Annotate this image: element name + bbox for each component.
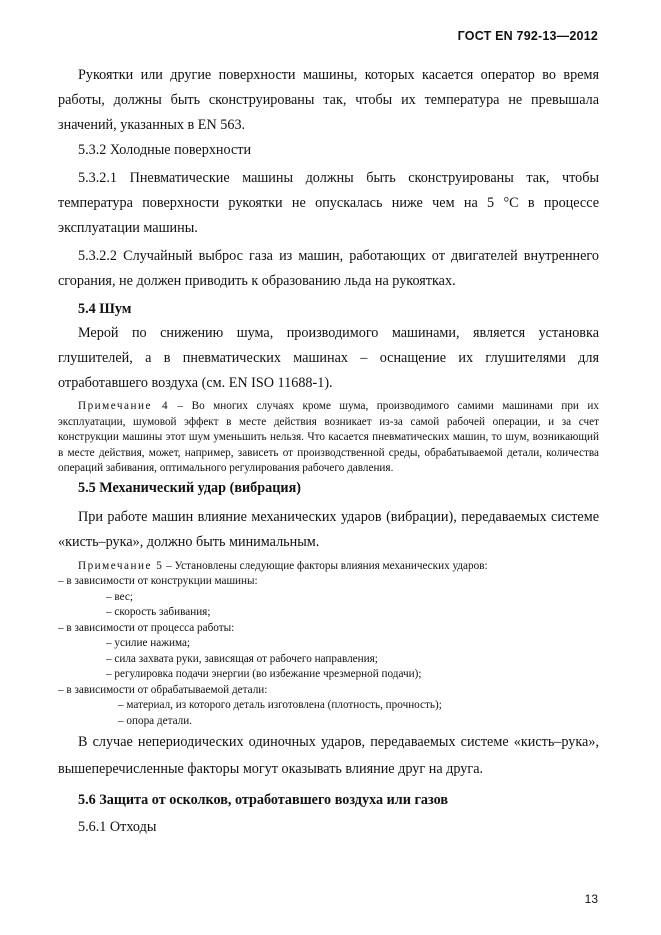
paragraph-5-5: При работе машин влияние механических ударов (вибрации), передаваемых системе «кисть–рука», должно быть минимальным. (58, 508, 599, 550)
paragraph-non-periodic-impacts: В случае непериодических одиночных ударов, передаваемых системе «кисть–рука», вышеперечисленные факторы могут оказывать влияние друг на друга. (58, 734, 599, 777)
note-5-label: Примечание 5 (78, 559, 164, 572)
note-4-text: – Во многих случаях кроме шума, производимого самими машинами при их эксплуатации, шумовой эффект в месте действия возникает из-за самой рабочей операции, и за счет конструкции машины этот шум уменьшить нельзя. Что касается пневматических машин, то шум, возникающий в месте действия, может, например, зависеть от производственной среды, обрабатываемой детали, количества операций забивания, оптимального регулирования рабочего давления. (58, 400, 599, 474)
section-heading-5-5: 5.5 Механический удар (вибрация) (78, 479, 301, 496)
note-5-text: – Установлены следующие факторы влияния механических ударов: (163, 559, 488, 572)
page-content (58, 63, 599, 843)
subsection-heading-5-6-1: 5.6.1 Отходы (78, 819, 157, 835)
document-header: ГОСТ EN 792-13—2012 (457, 29, 598, 43)
list-item: – опора детали. (118, 714, 193, 727)
list-item: – в зависимости от конструкции машины: (58, 575, 258, 587)
list-item: – сила захвата руки, зависящая от рабочего направления; (106, 652, 378, 665)
list-item: – усилие нажима; (106, 637, 191, 649)
note-4 (58, 399, 599, 477)
section-heading-5-4: 5.4 Шум (78, 301, 132, 317)
note-5 (58, 559, 599, 575)
paragraph-hot-surfaces: Рукоятки или другие поверхности машины, которых касается оператор во время работы, должны быть сконструированы так, чтобы их температура не превышала значений, указанных в EN 563. (58, 67, 599, 133)
paragraph-5-3-2-1: 5.3.2.1 Пневматические машины должны быть сконструированы так, чтобы температура поверхности рукоятки не опускалась ниже чем на 5 °С в процессе эксплуатации машины. (58, 170, 599, 236)
section-heading-5-6: 5.6 Защита от осколков, отработавшего воздуха или газов (78, 792, 449, 808)
subsection-heading-5-3-2: 5.3.2 Холодные поверхности (78, 142, 252, 158)
note-4-label: Примечание 4 (78, 400, 170, 412)
paragraph-5-4: Мерой по снижению шума, производимого машинами, является установка глушителей, а в пневматических машинах – оснащение их глушителями для отработавшего воздуха (см. EN ISO 11688-1). (58, 325, 599, 391)
list-item: – скорость забивания; (106, 606, 211, 618)
list-item: – в зависимости от процесса работы: (58, 621, 235, 634)
list-item: – регулировка подачи энергии (во избежание чрезмерной подачи); (106, 668, 422, 680)
list-item: – в зависимости от обрабатываемой детали: (58, 683, 268, 696)
page-number: 13 (584, 892, 598, 906)
list-item: – вес; (106, 590, 133, 603)
impact-factors-list (58, 574, 599, 729)
list-item: – материал, из которого деталь изготовлена (плотность, прочность); (118, 699, 442, 711)
paragraph-5-3-2-2: 5.3.2.2 Случайный выброс газа из машин, работающих от двигателей внутреннего сгорания, не должен приводить к образованию льда на рукоятках. (58, 248, 599, 289)
